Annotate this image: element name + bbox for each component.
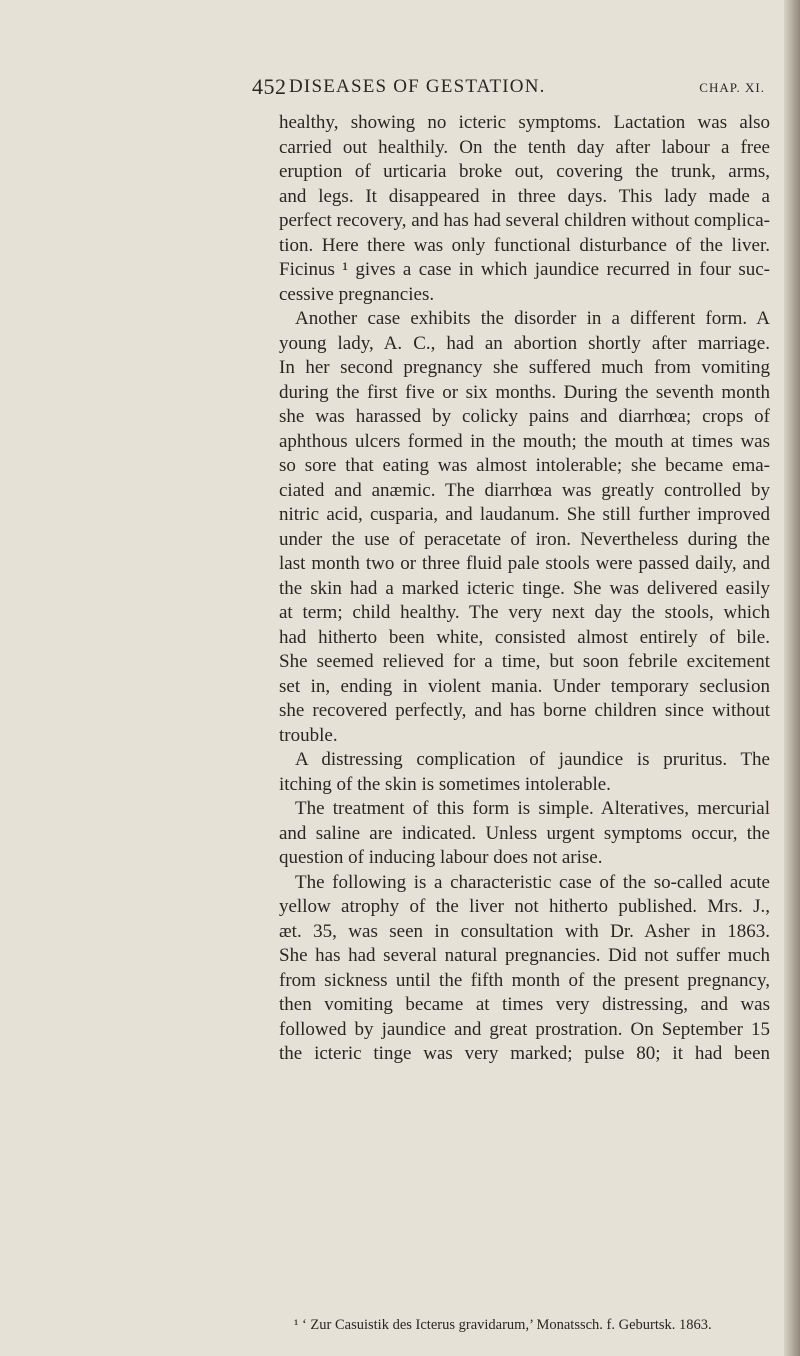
text-line: perfect recovery, and has had several children without complica-: [279, 210, 770, 231]
text-line: eruption of urticaria broke out, covering the trunk, arms,: [279, 161, 770, 182]
text-line: and saline are indicated. Unless urgent symptoms occur, the: [279, 822, 770, 844]
text-line: tion. Here there was only functional disturbance of the liver.: [279, 234, 770, 256]
text-line: Ficinus ¹ gives a case in which jaundice recurred in four suc-: [279, 259, 770, 280]
text-line: The treatment of this form is simple. Alteratives, mercurial: [295, 798, 770, 819]
footnote: ¹ ‘ Zur Casuistik des Icterus gravidarum,’ Monatssch. f. Geburtsk. 1863.: [294, 1317, 712, 1333]
page-edge-shadow: [784, 0, 800, 1356]
text-line: so sore that eating was almost intolerable; she became ema-: [279, 455, 770, 476]
text-line: aphthous ulcers formed in the mouth; the mouth at times was: [279, 430, 770, 452]
text-line: æt. 35, was seen in consultation with Dr. Asher in 1863.: [279, 920, 770, 942]
text-line: She seemed relieved for a time, but soon febrile excitement: [279, 651, 770, 672]
text-line: The following is a characteristic case of the so-called acute: [295, 871, 770, 893]
text-line: Another case exhibits the disorder in a different form. A: [295, 308, 770, 329]
text-line: trouble.: [279, 724, 338, 746]
text-line: the skin had a marked icteric tinge. She was delivered easily: [279, 577, 770, 599]
text-line: itching of the skin is sometimes intolerable.: [279, 773, 611, 795]
text-line: In her second pregnancy she suffered much from vomiting: [279, 357, 770, 378]
chapter-mark: CHAP. XI.: [699, 80, 765, 95]
text-line: cessive pregnancies.: [279, 283, 435, 305]
text-line: healthy, showing no icteric symptoms. Lactation was also: [279, 112, 770, 133]
text-line: yellow atrophy of the liver not hitherto published. Mrs. J.,: [279, 896, 770, 917]
text-line: carried out healthily. On the tenth day after labour a free: [279, 136, 770, 158]
text-line: she recovered perfectly, and has borne children since without: [279, 700, 770, 721]
text-line: followed by jaundice and great prostration. On September 15: [279, 1018, 770, 1040]
text-line: ciated and anæmic. The diarrhœa was greatly controlled by: [279, 479, 770, 501]
page-number: 452: [252, 74, 287, 99]
text-line: set in, ending in violent mania. Under temporary seclusion: [279, 675, 770, 697]
page-header: [252, 76, 787, 100]
text-line: from sickness until the fifth month of the present pregnancy,: [279, 969, 770, 991]
text-line: then vomiting became at times very distressing, and was: [279, 994, 770, 1015]
text-line: the icteric tinge was very marked; pulse 80; it had been: [279, 1043, 770, 1064]
body-text: [279, 111, 770, 1067]
text-line: last month two or three fluid pale stools were passed daily, and: [279, 553, 770, 574]
text-line: question of inducing labour does not arise.: [279, 847, 603, 868]
text-line: A distressing complication of jaundice is pruritus. The: [295, 749, 770, 770]
text-line: nitric acid, cusparia, and laudanum. She still further improved: [279, 504, 770, 525]
text-line: had hitherto been white, consisted almost entirely of bile.: [279, 626, 770, 648]
running-head: DISEASES OF GESTATION.: [289, 76, 546, 97]
text-line: at term; child healthy. The very next day the stools, which: [279, 602, 770, 623]
text-line: during the first five or six months. During the seventh month: [279, 381, 770, 403]
text-line: young lady, A. C., had an abortion shortly after marriage.: [279, 332, 770, 354]
text-line: She has had several natural pregnancies. Did not suffer much: [279, 945, 770, 966]
text-line: she was harassed by colicky pains and diarrhœa; crops of: [279, 406, 770, 427]
text-line: and legs. It disappeared in three days. This lady made a: [279, 185, 770, 207]
text-line: under the use of peracetate of iron. Nevertheless during the: [279, 528, 770, 550]
